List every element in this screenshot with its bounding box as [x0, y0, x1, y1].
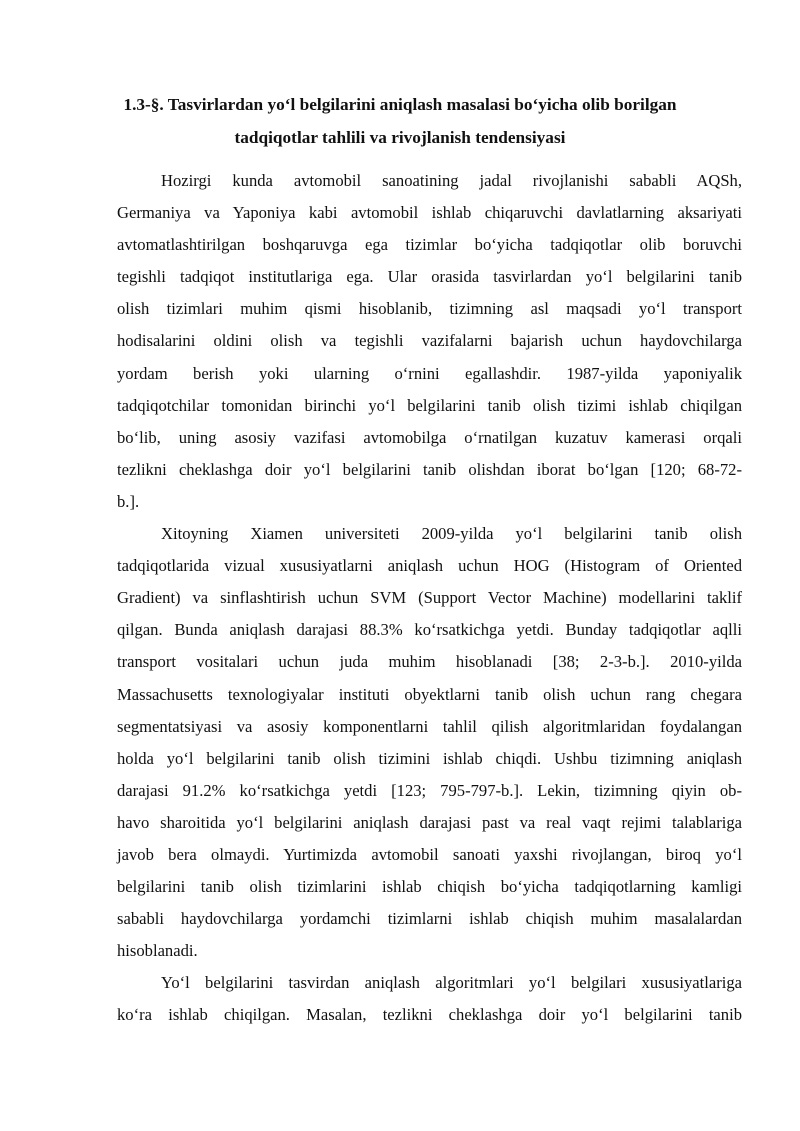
- paragraph-line: darajasi 91.2% ko‘rsatkichga yetdi [123; 795-797-b.]. Lekin, tizimning qiyin ob-: [117, 780, 742, 800]
- paragraph-line: Massachusetts texnologiyalar instituti obyektlarni tanib olish uchun rang chegara: [117, 684, 742, 704]
- paragraph-line: holda yo‘l belgilarini tanib olish tizimini ishlab chiqdi. Ushbu tizimning aniqlash: [117, 748, 742, 768]
- paragraph-line: Yo‘l belgilarini tasvirdan aniqlash algoritmlari yo‘l belgilari xususiyatlariga: [161, 973, 742, 993]
- paragraph-3: [117, 967, 742, 1031]
- paragraph-line: sababli haydovchilarga yordamchi tizimlarni ishlab chiqish muhim masalalardan: [117, 909, 742, 929]
- paragraph-line: Gradient) va sinflashtirish uchun SVM (Support Vector Machine) modellarini taklif: [117, 588, 742, 608]
- paragraph-line: qilgan. Bunda aniqlash darajasi 88.3% ko‘rsatkichga yetdi. Bunday tadqiqotlar aqlli: [117, 620, 742, 640]
- paragraph-line: b.].: [117, 491, 140, 511]
- paragraph-line: Xitoyning Xiamen universiteti 2009-yilda yo‘l belgilarini tanib olish: [161, 524, 742, 544]
- paragraph-line: tadqiqotlarida vizual xususiyatlarni aniqlash uchun HOG (Histogram of Oriented: [117, 556, 742, 576]
- paragraph-line: belgilarini tanib olish tizimlarini ishlab chiqish bo‘yicha tadqiqotlarning kamligi: [117, 877, 742, 897]
- paragraph-line: tadqiqotchilar tomonidan birinchi yo‘l belgilarini tanib olish tizimi ishlab chiqilgan: [117, 395, 742, 415]
- paragraph-line: hisoblanadi.: [117, 941, 198, 961]
- paragraph-line: Hozirgi kunda avtomobil sanoatining jadal rivojlanishi sababli AQSh,: [161, 171, 742, 190]
- paragraph-line: tegishli tadqiqot institutlariga ega. Ular orasida tasvirlardan yo‘l belgilarini tanib: [117, 267, 742, 287]
- paragraph-line: tezlikni cheklashga doir yo‘l belgilarini tanib olishdan iborat bo‘lgan [120; 68-72-: [117, 459, 742, 479]
- paragraph-line: transport vositalari uchun juda muhim hisoblanadi [38; 2-3-b.]. 2010-yilda: [117, 652, 742, 672]
- section-heading-line-2: tadqiqotlar tahlili va rivojlanish tendensiyasi: [234, 128, 566, 147]
- paragraph-line: yordam berish yoki ularning o‘rnini egallashdir. 1987-yilda yaponiyalik: [117, 363, 742, 383]
- paragraph-line: avtomatlashtirilgan boshqaruvga ega tizimlar bo‘yicha tadqiqotlar olib boruvchi: [117, 235, 742, 255]
- paragraph-line: ko‘ra ishlab chiqilgan. Masalan, tezlikni cheklashga doir yo‘l belgilarini tanib: [117, 1005, 742, 1025]
- section-heading-line-1: 1.3-§. Tasvirlardan yo‘l belgilarini aniqlash masalasi bo‘yicha olib borilgan: [123, 95, 677, 114]
- paragraph-line: Germaniya va Yaponiya kabi avtomobil ishlab chiqaruvchi davlatlarning aksariyati: [117, 203, 742, 223]
- body-text: [117, 165, 742, 1032]
- paragraph-line: olish tizimlari muhim qismi hisoblanib, tizimning asl maqsadi yo‘l transport: [117, 299, 742, 319]
- paragraph-line: bo‘lib, uning asosiy vazifasi avtomobilga o‘rnatilgan kuzatuv kamerasi orqali: [117, 427, 742, 447]
- paragraph-line: segmentatsiyasi va asosiy komponentlarni tahlil qilish algoritmlaridan foydalangan: [117, 716, 742, 736]
- section-heading: [100, 88, 700, 154]
- paragraph-line: hodisalarini oldini olish va tegishli vazifalarni bajarish uchun haydovchilarga: [117, 331, 742, 351]
- paragraph-1: [117, 165, 742, 518]
- paragraph-line: javob bera olmaydi. Yurtimizda avtomobil sanoati yaxshi rivojlangan, biroq yo‘l: [117, 844, 742, 864]
- paragraph-2: [117, 518, 742, 967]
- paragraph-line: havo sharoitida yo‘l belgilarini aniqlash darajasi past va real vaqt rejimi talablariga: [117, 812, 742, 832]
